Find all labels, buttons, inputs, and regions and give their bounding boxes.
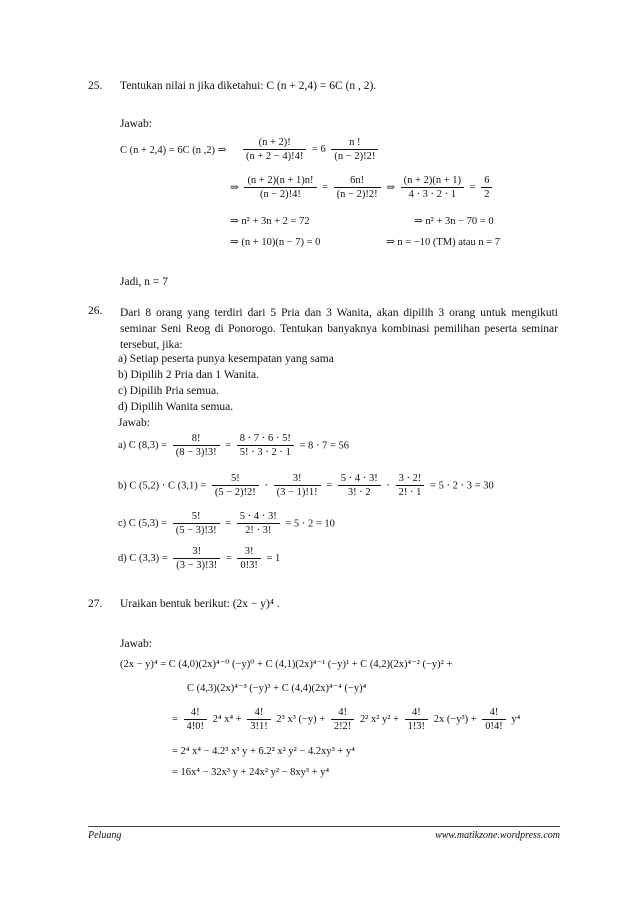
p25-line-1	[120, 136, 381, 163]
p25-l2-frac-2: $\frac{6n!}{(n - 2)!2!}$	[334, 174, 381, 201]
p26-d-frac-2: $\frac{3!}{0!3!}$	[237, 545, 261, 572]
p26-answer-b	[118, 472, 494, 499]
p26-d-eq: =	[225, 553, 232, 564]
p27-l3-eq: =	[172, 714, 178, 725]
p27-line-2: C (4,3)(2x)⁴⁻³ (−y)³ + C (4,4)(2x)⁴⁻⁴ (−y)⁴	[187, 683, 367, 694]
p26-b-left: b) C (5,2) ⋅ C (3,1) =	[118, 480, 207, 492]
p25-l2-frac-1: $\frac{(n + 2)(n + 1)n!}{(n - 2)!4!}$	[244, 174, 316, 201]
p26-b-dot: ⋅	[264, 480, 269, 492]
problem-26-question: Dari 8 orang yang terdiri dari 5 Pria dan 3 Wanita, akan dipilih 3 orang untuk mengikuti seminar Seni Reog di Ponorogo. Tentukan banyaknya kombinasi pemilihan peserta seminar tersebut, jika:	[120, 307, 558, 351]
p26-answer-a	[118, 432, 349, 459]
p27-l3-frac-3: $\frac{4!}{2!2!}$	[331, 706, 355, 733]
p26-d-frac-1: $\frac{3!}{(3 - 3)!3!}$	[173, 545, 220, 572]
p25-l2-eq-2: =	[469, 182, 476, 193]
p25-line-4a: ⇒ (n + 10)(n − 7) = 0	[230, 237, 321, 248]
p26-answer-d	[118, 545, 280, 572]
p25-l2-arrow-2: ⇒	[386, 182, 396, 194]
p27-line-5: = 16x⁴ − 32x³ y + 24x² y² − 8xy³ + y⁴	[172, 767, 330, 778]
p26-answer-c	[118, 510, 335, 537]
p26-c-left: c) C (5,3) =	[118, 518, 168, 529]
p25-l1-frac-1: $\frac{(n + 2)!}{(n + 2 - 4)!4!}$	[243, 136, 306, 163]
problem-27-number: 27.	[88, 598, 103, 610]
p25-line-3a: ⇒ n² + 3n + 2 = 72	[230, 216, 310, 227]
p26-c-right: = 5 ⋅ 2 = 10	[285, 518, 335, 530]
p25-line-2	[230, 174, 495, 201]
p27-l3-frac-4: $\frac{4!}{1!3!}$	[405, 706, 429, 733]
p25-l1-left: C (n + 2,4) = 6C (n ,2) ⇒	[120, 144, 227, 156]
p25-l2-frac-3: $\frac{(n + 2)(n + 1)}{4 \cdot 3 \cdot 2 \cdot 1}$	[401, 174, 464, 201]
p27-l3-term-3: 2² x² y² +	[359, 714, 399, 725]
p25-l1-eq: = 6	[311, 144, 326, 155]
problem-27-question: Uraikan bentuk berikut: (2x − y)⁴ .	[120, 598, 280, 610]
p27-line-1: (2x − y)⁴ = C (4,0)(2x)⁴⁻⁰ (−y)⁰ + C (4,1)(2x)⁴⁻¹ (−y)¹ + C (4,2)(2x)⁴⁻² (−y)² +	[120, 659, 453, 670]
p26-b-frac-2: $\frac{3!}{(3 - 1)!1!}$	[274, 472, 321, 499]
p27-line-3	[172, 706, 520, 733]
p26-d-right: = 1	[266, 553, 281, 564]
problem-25-number: 25.	[88, 80, 103, 92]
p26-b-frac-3: $\frac{5 \cdot 4 \cdot 3!}{3! \cdot 2}$	[338, 472, 381, 499]
problem-25-question: Tentukan nilai n jika diketahui: C (n + 2,4) = 6C (n , 2).	[120, 80, 377, 92]
p26-b-eq: =	[326, 480, 333, 491]
p27-l3-term-4: 2x (−y³) +	[433, 714, 477, 725]
p26-c-frac-1: $\frac{5!}{(5 - 3)!3!}$	[173, 510, 220, 537]
p25-line-3b: ⇒ n² + 3n − 70 = 0	[414, 216, 494, 227]
p26-jawab: Jawab:	[118, 417, 150, 429]
p26-a-frac-1: $\frac{8!}{(8 - 3)!3!}$	[173, 432, 220, 459]
p27-l3-term-5: y⁴	[511, 714, 521, 725]
p25-l1-frac-2: $\frac{n !}{(n - 2)!2!}$	[331, 136, 378, 163]
p27-l3-frac-2: $\frac{4!}{3!1!}$	[247, 706, 271, 733]
p25-conclusion: Jadi, n = 7	[120, 276, 169, 288]
p26-b-right: = 5 ⋅ 2 ⋅ 3 = 30	[430, 480, 494, 492]
p25-l2-frac-4: $\frac{6}{2}$	[481, 174, 492, 201]
p27-l3-term-2: 2³ x³ (−y) +	[276, 714, 326, 725]
problem-25-jawab: Jawab:	[120, 118, 152, 130]
p25-line-4b: ⇒ n = −10 (TM) atau n = 7	[386, 237, 501, 248]
p26-b-frac-4: $\frac{3 \cdot 2!}{2! \cdot 1}$	[396, 472, 425, 499]
p25-l2-arrow: ⇒	[230, 182, 239, 194]
p26-option-d: d) Dipilih Wanita semua.	[118, 401, 234, 413]
p26-a-frac-2: $\frac{8 \cdot 7 \cdot 6 \cdot 5!}{5! \cdot 3 \cdot 2 \cdot 1}$	[237, 432, 294, 459]
footer-divider	[88, 826, 560, 827]
footer-right: www.matikzone.wordpress.com	[435, 830, 560, 841]
p27-l3-frac-1: $\frac{4!}{4!0!}$	[184, 706, 208, 733]
p26-a-eq: =	[225, 440, 232, 451]
p27-jawab: Jawab:	[120, 638, 152, 650]
p27-l3-term-1: 2⁴ x⁴ +	[212, 714, 242, 725]
p26-option-b: b) Dipilih 2 Pria dan 1 Wanita.	[118, 369, 259, 381]
p26-b-dot-2: ⋅	[386, 480, 390, 492]
p26-d-left: d) C (3,3) =	[118, 553, 168, 564]
p26-a-right: = 8 ⋅ 7 = 56	[299, 440, 350, 452]
p26-c-eq: =	[225, 518, 232, 529]
p27-line-4: = 2⁴ x⁴ − 4.2³ x³ y + 6.2² x² y² − 4.2xy³ + y⁴	[172, 746, 355, 757]
problem-26-number: 26.	[88, 305, 103, 317]
p25-l2-eq: =	[322, 182, 329, 193]
footer-left: Peluang	[88, 830, 122, 841]
p26-option-c: c) Dipilih Pria semua.	[118, 385, 219, 397]
p26-a-left: a) C (8,3) =	[118, 440, 168, 451]
p27-l3-frac-5: $\frac{4!}{0!4!}$	[482, 706, 506, 733]
p26-option-a: a) Setiap peserta punya kesempatan yang sama	[118, 353, 334, 365]
p26-b-frac-1: $\frac{5!}{(5 - 2)!2!}$	[212, 472, 259, 499]
p26-c-frac-2: $\frac{5 \cdot 4 \cdot 3!}{2! \cdot 3!}$	[237, 510, 280, 537]
